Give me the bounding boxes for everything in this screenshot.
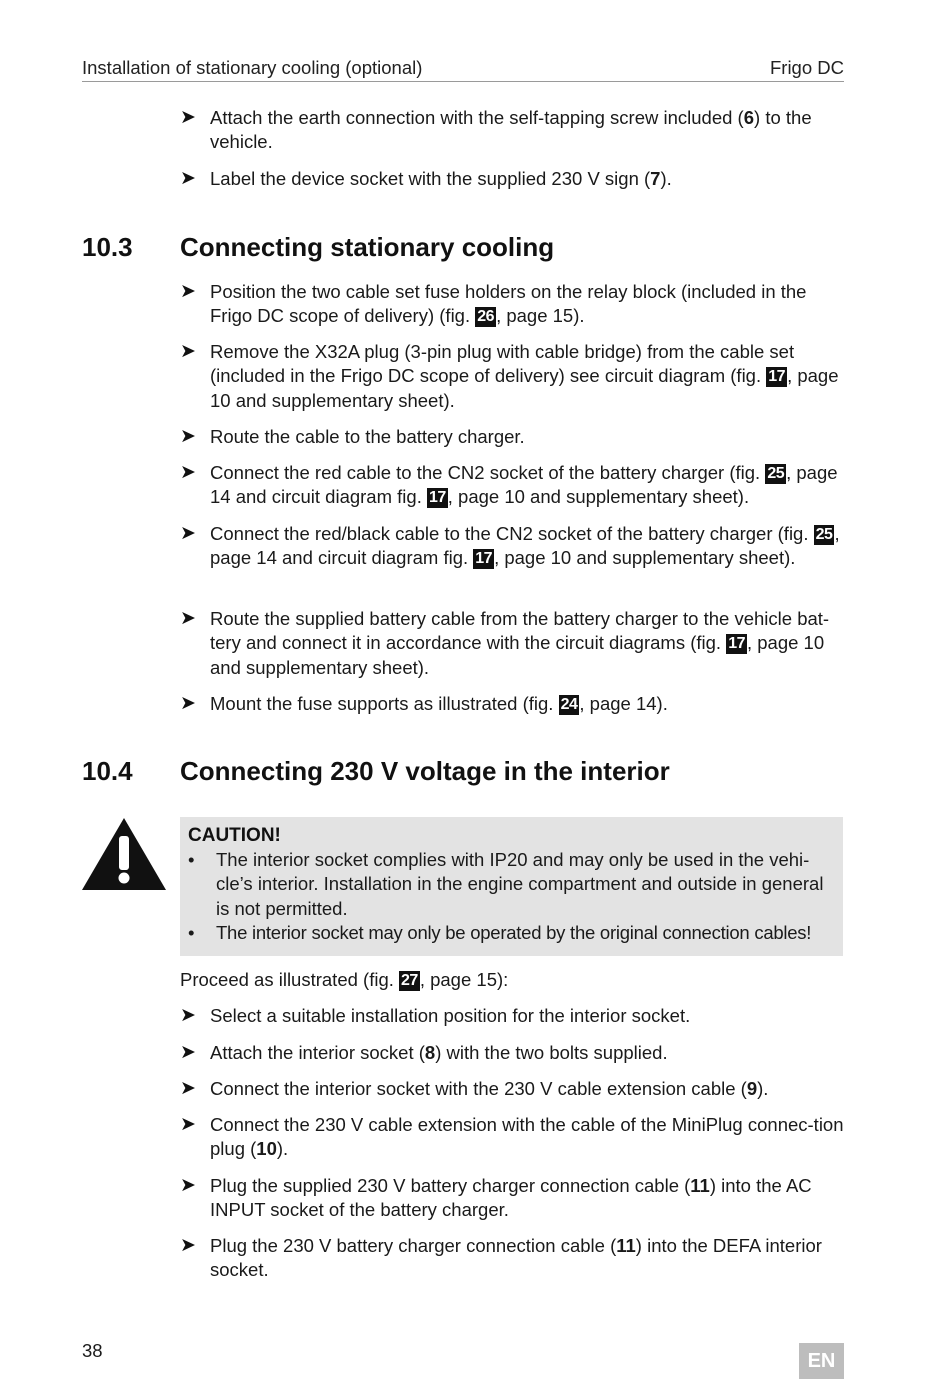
- step-item: ➤ Route the supplied battery cable from the battery charger to the vehicle bat-tery and connect it in accordance with the circuit diagrams (fig. 17 , page 10 and supplementary sheet).: [180, 608, 830, 678]
- arrow-icon: ➤: [180, 168, 196, 189]
- step-item: ➤ Connect the interior socket with the 230 V cable extension cable (9).: [180, 1077, 844, 1101]
- procedure-intro: Proceed as illustrated (fig. 27 , page 15):: [180, 969, 509, 990]
- figure-reference[interactable]: 27: [401, 972, 418, 989]
- caution-box: [180, 817, 843, 956]
- step-item: ➤ Connect the 230 V cable extension with the cable of the MiniPlug connec-tion plug (10).: [180, 1114, 844, 1160]
- arrow-icon: ➤: [180, 1078, 196, 1099]
- language-badge: EN: [799, 1343, 844, 1379]
- step-item: ➤ Attach the earth connection with the self-tapping screw included (6) to the vehicle.: [180, 107, 812, 153]
- step-item: ➤ Plug the supplied 230 V battery charger connection cable (11) into the AC INPUT socket of the battery charger.: [180, 1175, 812, 1221]
- section-number: 10.3: [82, 232, 133, 262]
- figure-reference[interactable]: 26: [477, 308, 495, 326]
- figure-reference[interactable]: 17: [728, 635, 745, 653]
- page-header: [82, 55, 844, 82]
- bullet-icon: •: [188, 922, 195, 943]
- figure-reference[interactable]: 24: [560, 696, 578, 713]
- bullet-icon: •: [188, 849, 195, 870]
- arrow-icon: ➤: [180, 693, 196, 714]
- arrow-icon: ➤: [180, 1114, 196, 1135]
- page-number: 38: [82, 1340, 103, 1361]
- figure-reference[interactable]: 25: [815, 526, 833, 543]
- step-item: ➤ Route the cable to the battery charger.: [180, 425, 844, 449]
- header-product-name: Frigo DC: [769, 57, 844, 78]
- header-section-title: Installation of stationary cooling (optional): [82, 57, 423, 78]
- step-item: ➤ Label the device socket with the supplied 230 V sign (7).: [180, 167, 844, 191]
- warning-triangle-icon: [82, 818, 166, 895]
- arrow-icon: ➤: [180, 1175, 196, 1196]
- step-item: ➤ Remove the X32A plug (3-pin plug with cable bridge) from the cable set (included in the Frigo DC scope of delivery) see circuit diagram (fig. 17 , page 10 and supplementary sheet).: [180, 341, 839, 411]
- arrow-icon: ➤: [180, 1042, 196, 1063]
- step-item: ➤ Attach the interior socket (8) with the two bolts supplied.: [180, 1041, 844, 1065]
- arrow-icon: ➤: [180, 1235, 196, 1256]
- figure-reference[interactable]: 17: [768, 368, 786, 386]
- step-item: ➤ Mount the fuse supports as illustrated (fig. 24 , page 14).: [180, 692, 844, 716]
- figure-reference[interactable]: 17: [428, 489, 446, 507]
- arrow-icon: ➤: [180, 608, 196, 629]
- section-title: Connecting stationary cooling: [180, 232, 555, 262]
- arrow-icon: ➤: [180, 523, 196, 544]
- caution-bullet: • The interior socket complies with IP20 and may only be used in the vehi-cle’s interior. Installation in the engine compartment and outside in general is not permitted.: [188, 849, 824, 919]
- arrow-icon: ➤: [180, 1005, 196, 1026]
- arrow-icon: ➤: [180, 341, 196, 362]
- step-item: ➤ Connect the red cable to the CN2 socket of the battery charger (fig. 25 , page 14 and circuit diagram fig. 17 , page 10 and supplementary sheet).: [180, 462, 838, 508]
- arrow-icon: ➤: [180, 426, 196, 447]
- step-item: ➤ Plug the 230 V battery charger connection cable (11) into the DEFA interior socket.: [180, 1235, 822, 1281]
- arrow-icon: ➤: [180, 107, 196, 128]
- figure-reference[interactable]: 25: [767, 465, 785, 482]
- figure-reference[interactable]: 17: [475, 550, 493, 568]
- step-item: ➤ Position the two cable set fuse holders on the relay block (included in the Frigo DC scope of delivery) (fig. 26 , page 15).: [180, 281, 807, 327]
- step-item: ➤ Connect the red/black cable to the CN2 socket of the battery charger (fig. 25 , page 14 and circuit diagram fig. 17 , page 10 and supplementary sheet).: [180, 523, 840, 569]
- arrow-icon: ➤: [180, 281, 196, 302]
- arrow-icon: ➤: [180, 462, 196, 483]
- section-number: 10.4: [82, 756, 133, 786]
- section-title: Connecting 230 V voltage in the interior: [180, 756, 670, 786]
- step-item: ➤ Select a suitable installation position for the interior socket.: [180, 1004, 844, 1028]
- caution-title: CAUTION!: [188, 825, 281, 846]
- caution-bullet: • The interior socket may only be operated by the original connection cables!: [188, 921, 838, 945]
